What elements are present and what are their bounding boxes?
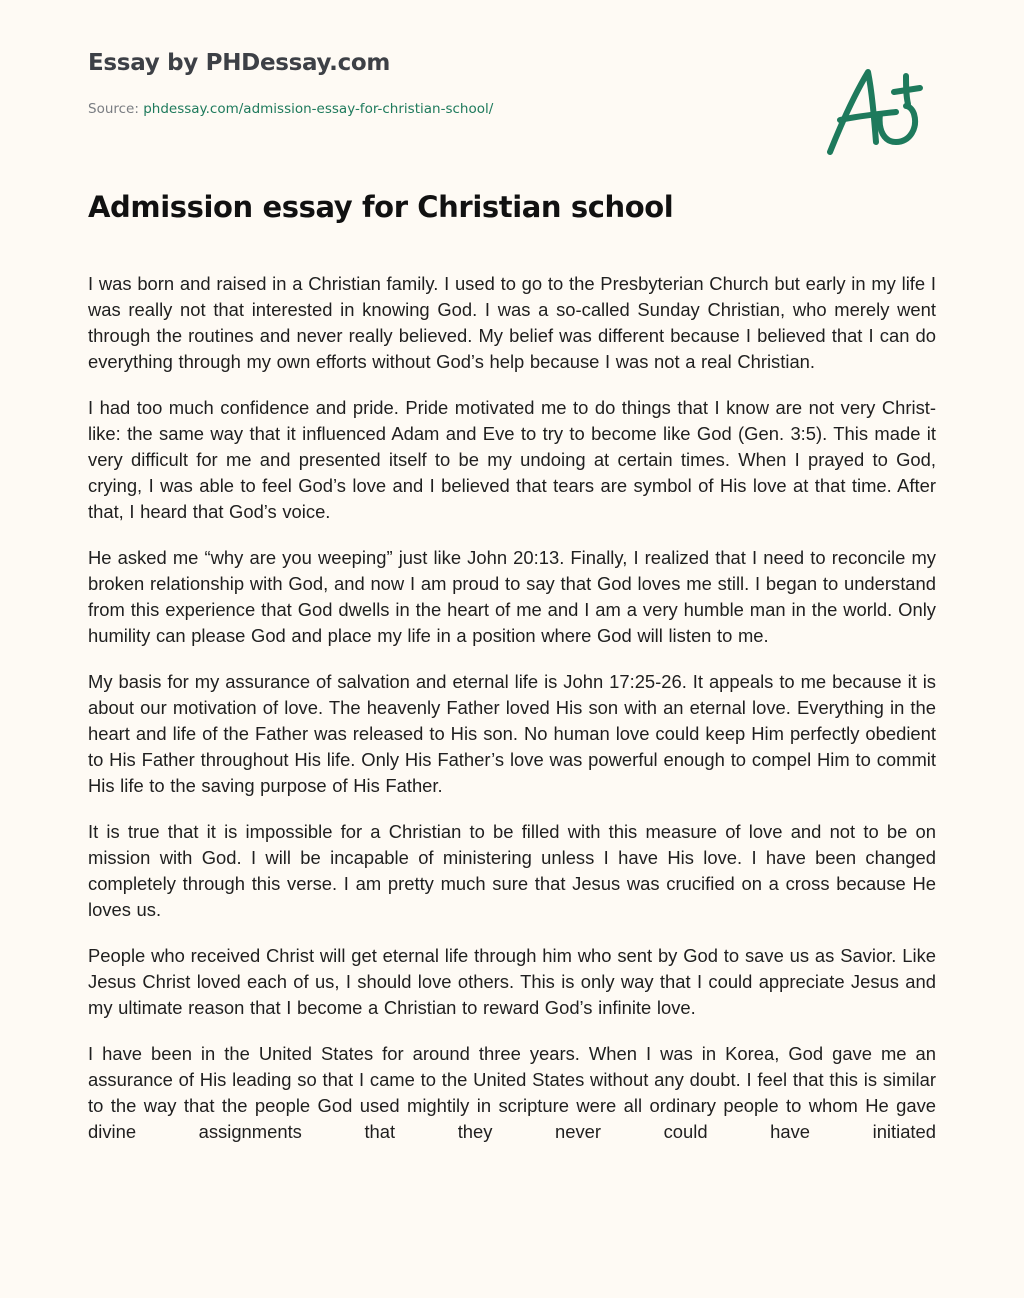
source-link[interactable]: phdessay.com/admission-essay-for-christian-school/ (143, 101, 494, 117)
essay-paragraph: He asked me “why are you weeping” just like John 20:13. Finally, I realized that I need to reconcile my broken relationship with God, and now I am proud to say that God loves me still. I began to understand from this experience that God dwells in the heart of me and I am a very humble man in the world. Only humility can please God and place my life in a position where God will listen to me. (88, 547, 936, 646)
essay-body (88, 271, 936, 1165)
essay-paragraph: It is true that it is impossible for a Christian to be filled with this measure of love and not to be on mission with God. I will be incapable of ministering unless I have His love. I have been changed completely through this verse. I am pretty much sure that Jesus was crucified on a cross because He loves us. (88, 821, 936, 920)
source-line (88, 101, 493, 117)
essay-paragraph: My basis for my assurance of salvation and eternal life is John 17:25-26. It appeals to me because it is about our motivation of love. The heavenly Father loved His son with an eternal love. Everything in the heart and life of the Father was released to His son. No human love could keep Him perfectly obedient to His Father throughout His life. Only His Father’s love was powerful enough to compel Him to commit His life to the saving purpose of His Father. (88, 671, 936, 796)
essay-paragraph: I had too much confidence and pride. Pride motivated me to do things that I know are not very Christ-like: the same way that it influenced Adam and Eve to try to become like God (Gen. 3:5). This made it very difficult for me and presented itself to be my undoing at certain times. When I prayed to God, crying, I was able to feel God’s love and I believed that tears are symbol of His love at that time. After that, I heard that God’s voice. (88, 397, 936, 522)
source-label: Source: (88, 101, 144, 117)
essay-paragraph: I have been in the United States for around three years. When I was in Korea, God gave me an assurance of His leading so that I came to the United States without any doubt. I feel that this is similar to the way that the people God used mightily in scripture were all ordinary people to whom He gave divine assignments that they never could have initiated (88, 1043, 936, 1142)
a-plus-grade-icon (818, 62, 934, 166)
page-title: Admission essay for Christian school (88, 190, 674, 224)
site-title: Essay by PHDessay.com (88, 50, 391, 76)
essay-paragraph: I was born and raised in a Christian family. I used to go to the Presbyterian Church but early in my life I was really not that interested in knowing God. I was a so-called Sunday Christian, who merely went through the routines and never really believed. My belief was different because I believed that I can do everything through my own efforts without God’s help because I was not a real Christian. (88, 273, 936, 372)
essay-paragraph: People who received Christ will get eternal life through him who sent by God to save us as Savior. Like Jesus Christ loved each of us, I should love others. This is only way that I could appreciate Jesus and my ultimate reason that I become a Christian to reward God’s infinite love. (88, 945, 936, 1018)
